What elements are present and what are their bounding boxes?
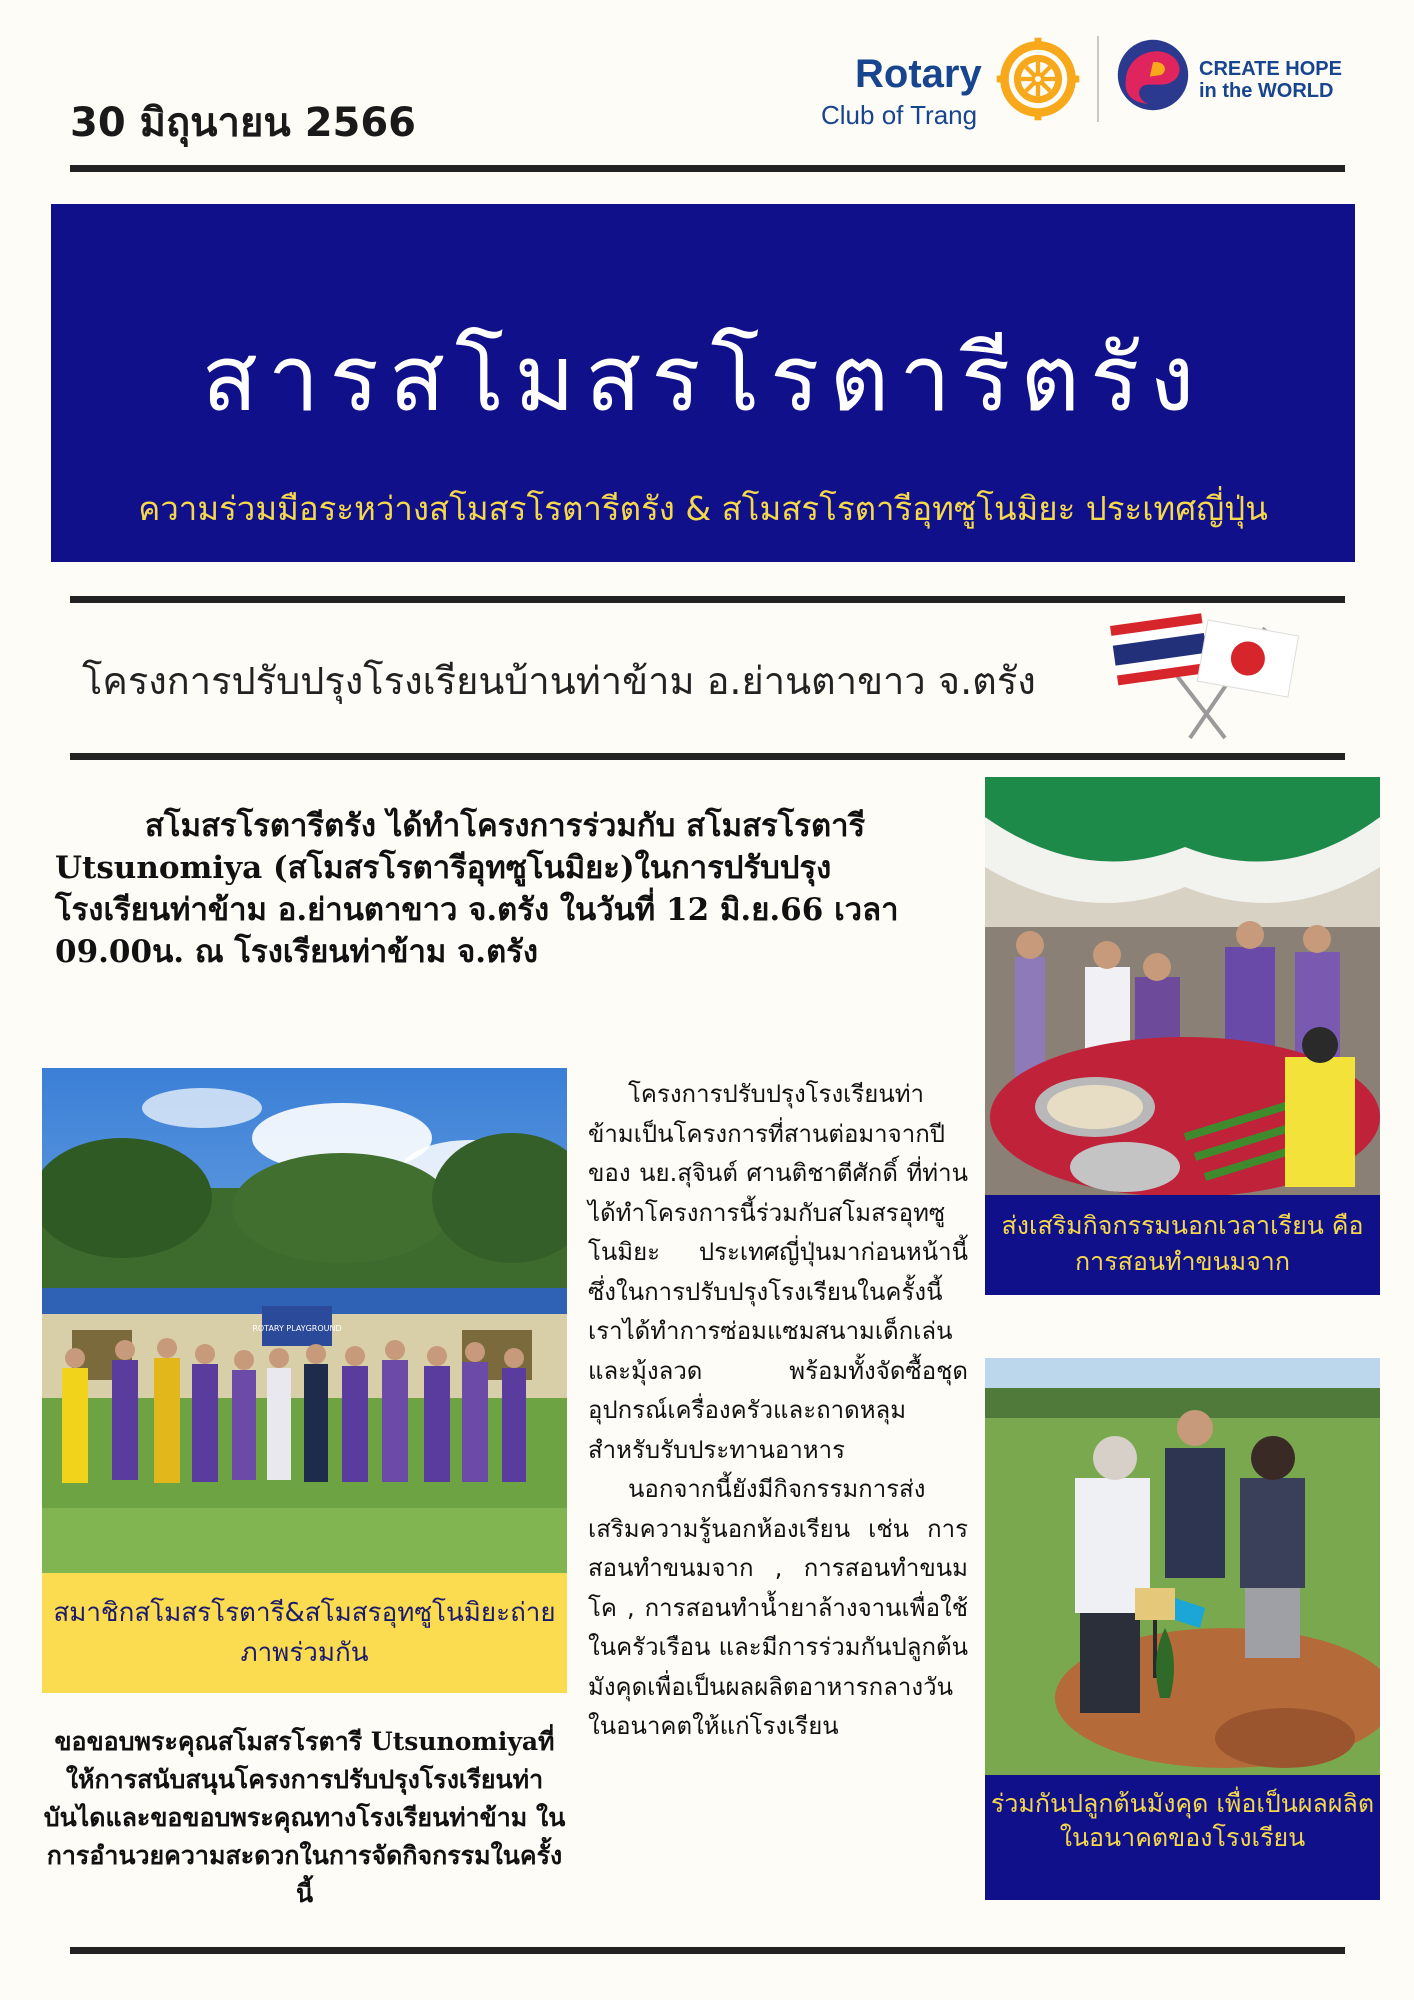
divider-top (70, 165, 1345, 172)
newsletter-subtitle: ความร่วมมือระหว่างสโมสรโรตารีตรัง & สโมสรโรตารีอุทซูโนมิยะ ประเทศญี่ปุ่น (138, 489, 1268, 528)
planting-photo (985, 1358, 1380, 1775)
article-body (588, 1075, 968, 1747)
article-paragraph: นอกจากนี้ยังมีกิจกรรมการส่งเสริมความรู้นอกห้องเรียน เช่น การสอนทำขนมจาก , การสอนทำขนมโค , การสอนทำน้ำยาล้างจานเพื่อใช้ในครัวเรือน และมีการร่วมกันปลูกต้นมังคุดเพื่อเป็นผลผลิตอาหารกลางวันในอนาคตให้แก่โรงเรียน (588, 1475, 968, 1740)
thai-japan-crossed-flags-icon (1100, 608, 1310, 748)
divider-project-bottom (70, 753, 1345, 760)
project-title: โครงการปรับปรุงโรงเรียนบ้านท่าข้าม อ.ย่านตาขาว จ.ตรัง (82, 659, 1036, 703)
newsletter-title: สารสโมสรโรตารีตรัง (201, 325, 1205, 432)
logo-divider (1097, 36, 1099, 122)
cooking-photo (985, 777, 1380, 1195)
article-paragraph: โครงการปรับปรุงโรงเรียนท่าข้ามเป็นโครงการที่สานต่อมาจากปีของ นย.สุจินต์ ศานติชาตีศักดิ์ ที่ท่านได้ทำโครงการนี้ร่วมกับสโมสรอุทซูโนมิยะ ประเทศญี่ปุ่นมาก่อนหน้านี้ ซึ่งในการปรับปรุงโรงเรียนในครั้งนี้ เราได้ทำการซ่อมแซมสนามเด็กเล่นและมุ้งลวด พร้อมทั้งจัดซื้อชุดอุปกรณ์เครื่องครัวและถาดหลุมสำหรับรับประทานอาหาร (588, 1080, 968, 1464)
rotary-wheel-icon (995, 36, 1081, 122)
rotary-club-name: Club of Trang (821, 100, 978, 130)
planting-photo-caption: ร่วมกันปลูกต้นมังคุด เพื่อเป็นผลผลิตในอนาคตของโรงเรียน (985, 1775, 1380, 1900)
group-photo-caption: สมาชิกสโมสรโรตารี&สโมสรอุทซูโนมิยะถ่ายภาพร่วมกัน (42, 1573, 567, 1693)
create-hope-line1: CREATE HOPE (1199, 58, 1342, 80)
divider-bottom (70, 1947, 1345, 1954)
thanks-note: ขอขอบพระคุณสโมสรโรตารี Utsunomiyaที่ให้การสนับสนุนโครงการปรับปรุงโรงเรียนท่าบันไดและขอขอบพระคุณทางโรงเรียนท่าข้าม ในการอำนวยความสะดวกในการจัดกิจกรรมในครั้งนี้ (43, 1727, 566, 1908)
rotary-wordmark: Rotary (855, 52, 982, 96)
divider-project-top (70, 596, 1345, 603)
create-hope-line2: in the WORLD (1199, 80, 1334, 102)
newsletter-banner (51, 204, 1355, 562)
group-photo (42, 1068, 567, 1573)
cooking-photo-caption: ส่งเสริมกิจกรรมนอกเวลาเรียน คือ การสอนทำขนมจาก (985, 1195, 1380, 1295)
create-hope-logo (1113, 30, 1358, 130)
issue-date: 30 มิถุนายน 2566 (70, 100, 417, 146)
intro-paragraph (55, 805, 925, 973)
intro-text: สโมสรโรตารีตรัง ได้ทำโครงการร่วมกับ สโมสรโรตารี Utsunomiya (สโมสรโรตารีอุทซูโนมิยะ)ในการปรับปรุงโรงเรียนท่าข้าม อ.ย่านตาขาว จ.ตรัง ในวันที่ 12 มิ.ย.66 เวลา 09.00น. ณ โรงเรียนท่าข้าม จ.ตรัง (55, 808, 899, 970)
create-hope-emblem-icon (1113, 35, 1193, 115)
playground-sign-text: ROTARY PLAYGROUND (252, 1324, 342, 1333)
rotary-club-logo (815, 30, 1095, 140)
